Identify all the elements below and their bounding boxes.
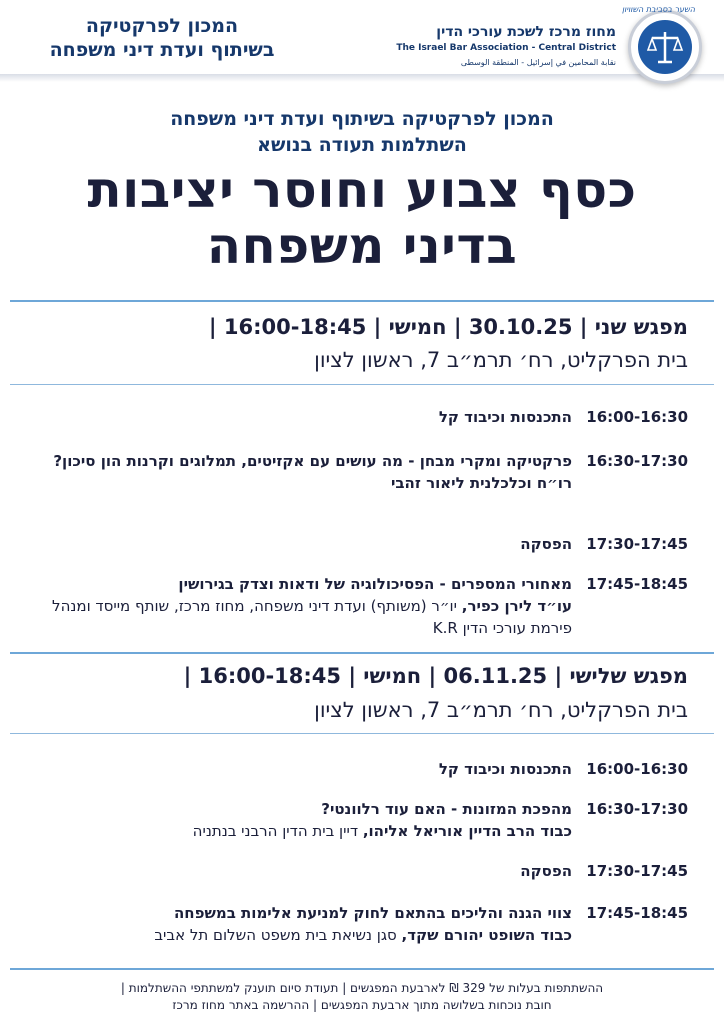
item-title: מאחורי המספרים - הפסיכולוגיה של ודאות וצדק בגירושין xyxy=(178,575,572,593)
schedule-time: 17:45-18:45 xyxy=(586,904,688,922)
schedule-time: 16:30-17:30 xyxy=(586,452,688,470)
schedule-item xyxy=(30,406,572,428)
schedule-time: 17:30-17:45 xyxy=(586,535,688,553)
intro-subtitle: השתלמות תעודה בנושא xyxy=(257,134,467,156)
item-speaker-role: רו״ח וכלכלנית ליאור זהבי xyxy=(390,474,572,492)
section-divider xyxy=(10,384,714,385)
bar-association-name: מחוז מרכז לשכת עורכי הדין xyxy=(436,24,616,40)
section-divider xyxy=(10,652,714,654)
item-speaker: כבוד השופט יהורם שקד, xyxy=(401,926,572,944)
meeting-3-heading: מפגש שלישי | 06.11.25 | חמישי | 16:00-18:45 | xyxy=(183,664,688,688)
meeting-3-location: בית הפרקליט, רח׳ תרמ״ב 7, ראשון לציון xyxy=(314,698,688,722)
scales-icon xyxy=(638,20,692,74)
section-divider xyxy=(10,968,714,970)
item-title: הפסקה xyxy=(520,862,572,880)
item-title: מהפכת המזונות - האם עוד רלוונטי? xyxy=(321,800,572,818)
section-divider xyxy=(10,300,714,302)
schedule-time: 17:45-18:45 xyxy=(586,575,688,593)
schedule-item xyxy=(30,573,572,639)
item-speaker: עו״ד לירן כפיר, xyxy=(461,597,572,615)
footer-line-1: ההשתתפות בעלות של 329 ₪ לארבעת המפגשים | תעודת סיום תוענק למשתתפי ההשתלמות | xyxy=(120,981,604,995)
bar-association-arabic: نقابة المحامين في إسرائيل - المنطقة الوسطى xyxy=(460,58,616,67)
item-title: התכנסות וכיבוד קל xyxy=(438,760,572,778)
schedule-time: 16:00-16:30 xyxy=(586,760,688,778)
schedule-item xyxy=(30,902,572,946)
footer-line-2: חובת נוכחות בשלושה מתוך ארבעת המפגשים | ההרשמה באתר מחוז מרכז xyxy=(172,998,552,1012)
item-title: צווי הגנה והליכים בהתאם לחוק למניעת אלימות במשפחה xyxy=(173,904,572,922)
schedule-item xyxy=(30,533,572,555)
institute-line-2: בשיתוף ועדת דיני משפחה xyxy=(49,39,275,61)
item-speaker-role: יו״ר (משותף) ועדת דיני משפחה, מחוז מרכז, שותף מייסד ומנהל פירמת עורכי הדין K.R xyxy=(52,597,572,637)
title-line-1: כסף צבוע וחוסר יציבות xyxy=(87,161,637,219)
footer xyxy=(12,980,712,1014)
schedule-time: 17:30-17:45 xyxy=(586,862,688,880)
intro-organizers: המכון לפרקטיקה בשיתוף ועדת דיני משפחה xyxy=(170,108,554,130)
item-title: התכנסות וכיבוד קל xyxy=(438,408,572,426)
bar-association-logo xyxy=(621,5,702,84)
title-line-2: בדיני משפחה xyxy=(206,217,518,275)
header xyxy=(0,0,724,98)
schedule-item xyxy=(30,798,572,842)
schedule-item xyxy=(30,758,572,780)
section-divider xyxy=(10,733,714,734)
schedule-item xyxy=(30,860,572,882)
schedule-time: 16:30-17:30 xyxy=(586,800,688,818)
item-speaker: כבוד הרב הדיין אוריאל אליהו, xyxy=(362,822,572,840)
page-title xyxy=(0,162,724,274)
schedule-item xyxy=(30,450,572,494)
institute-line-1: המכון לפרקטיקה xyxy=(85,15,239,37)
bar-association-branding xyxy=(396,5,702,98)
institute-title xyxy=(22,14,302,62)
meeting-2-location: בית הפרקליט, רח׳ תרמ״ב 7, ראשון לציון xyxy=(314,348,688,372)
logo-arc-text: השער בסביבת השוויון xyxy=(621,5,695,14)
item-speaker-role: דיין בית הדין הרבני בנתניה xyxy=(192,822,359,840)
item-title: הפסקה xyxy=(520,535,572,553)
item-title: פרקטיקה ומקרי מבחן - מה עושים עם אקזיטים, תמלוגים וקרנות הון סיכון? xyxy=(53,452,572,470)
bar-association-english: The Israel Bar Association - Central District xyxy=(396,43,616,53)
meeting-2-heading: מפגש שני | 30.10.25 | חמישי | 16:00-18:45 | xyxy=(208,315,688,339)
item-speaker-role: סגן נשיאת בית משפט השלום תל אביב xyxy=(154,926,397,944)
schedule-time: 16:00-16:30 xyxy=(586,408,688,426)
